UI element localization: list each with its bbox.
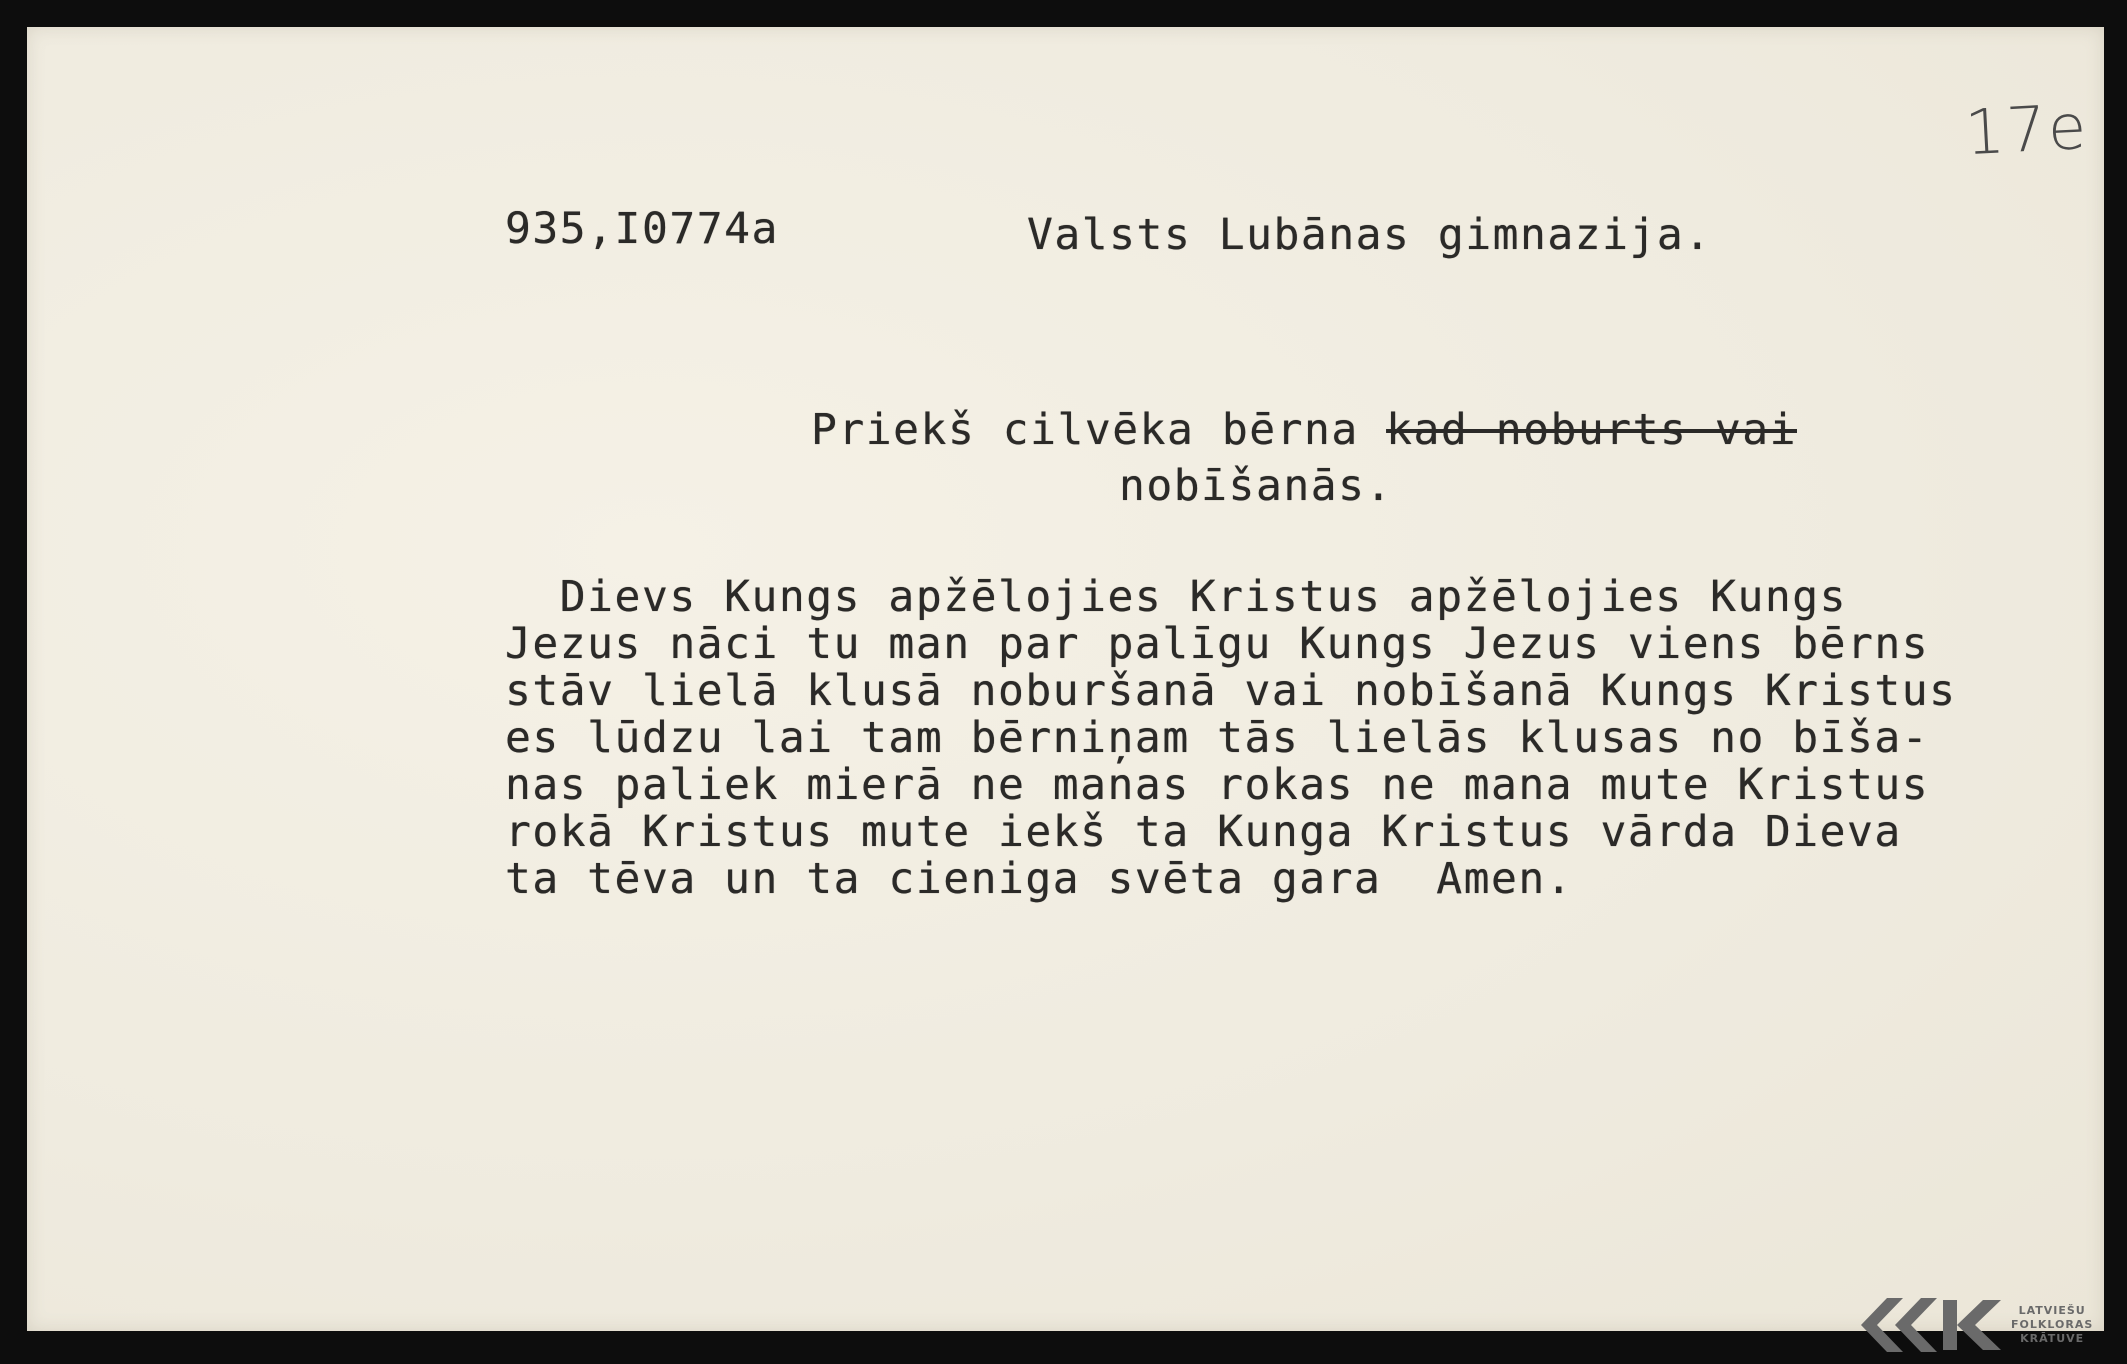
body-line: Dievs Kungs apžēlojies Kristus apžēlojies Kungs (505, 572, 1848, 622)
card-reference-number: 935,I0774a (505, 204, 779, 254)
lfk-logo-icon (1857, 1294, 2007, 1356)
logo-text-line: LATVIEŠU (2018, 1304, 2086, 1317)
card-title-line-1 (811, 405, 1797, 455)
body-line: es lūdzu lai tam bērniņam tās lielās klusas no bīša- (505, 713, 1930, 763)
handwritten-note: 17e (1963, 89, 2090, 170)
body-line: nas paliek mierā ne manas rokas ne mana mute Kristus (505, 760, 1930, 810)
body-line: rokā Kristus mute iekš ta Kunga Kristus vārda Dieva (505, 807, 1902, 857)
body-line: Jezus nāci tu man par palīgu Kungs Jezus viens bērns (505, 619, 1930, 669)
archive-card (27, 27, 2104, 1331)
body-line: stāv lielā klusā noburšanā vai nobīšanā Kungs Kristus (505, 666, 1957, 716)
card-title-text: Priekš cilvēka bērna (811, 405, 1387, 455)
logo-text-line: KRĀTUVE (2020, 1332, 2085, 1345)
card-institution: Valsts Lubānas gimnazija. (1027, 210, 1712, 260)
logo-text-line: FOLKLORAS (2011, 1318, 2094, 1331)
archive-logo-text (2011, 1304, 2093, 1346)
card-title-line-2: nobīšanās. (1119, 461, 1393, 511)
body-line: ta tēva un ta cieniga svēta gara Amen. (505, 854, 1574, 904)
card-title-struck-text: kad noburts vai (1386, 405, 1797, 455)
archive-logo (1857, 1294, 2117, 1356)
